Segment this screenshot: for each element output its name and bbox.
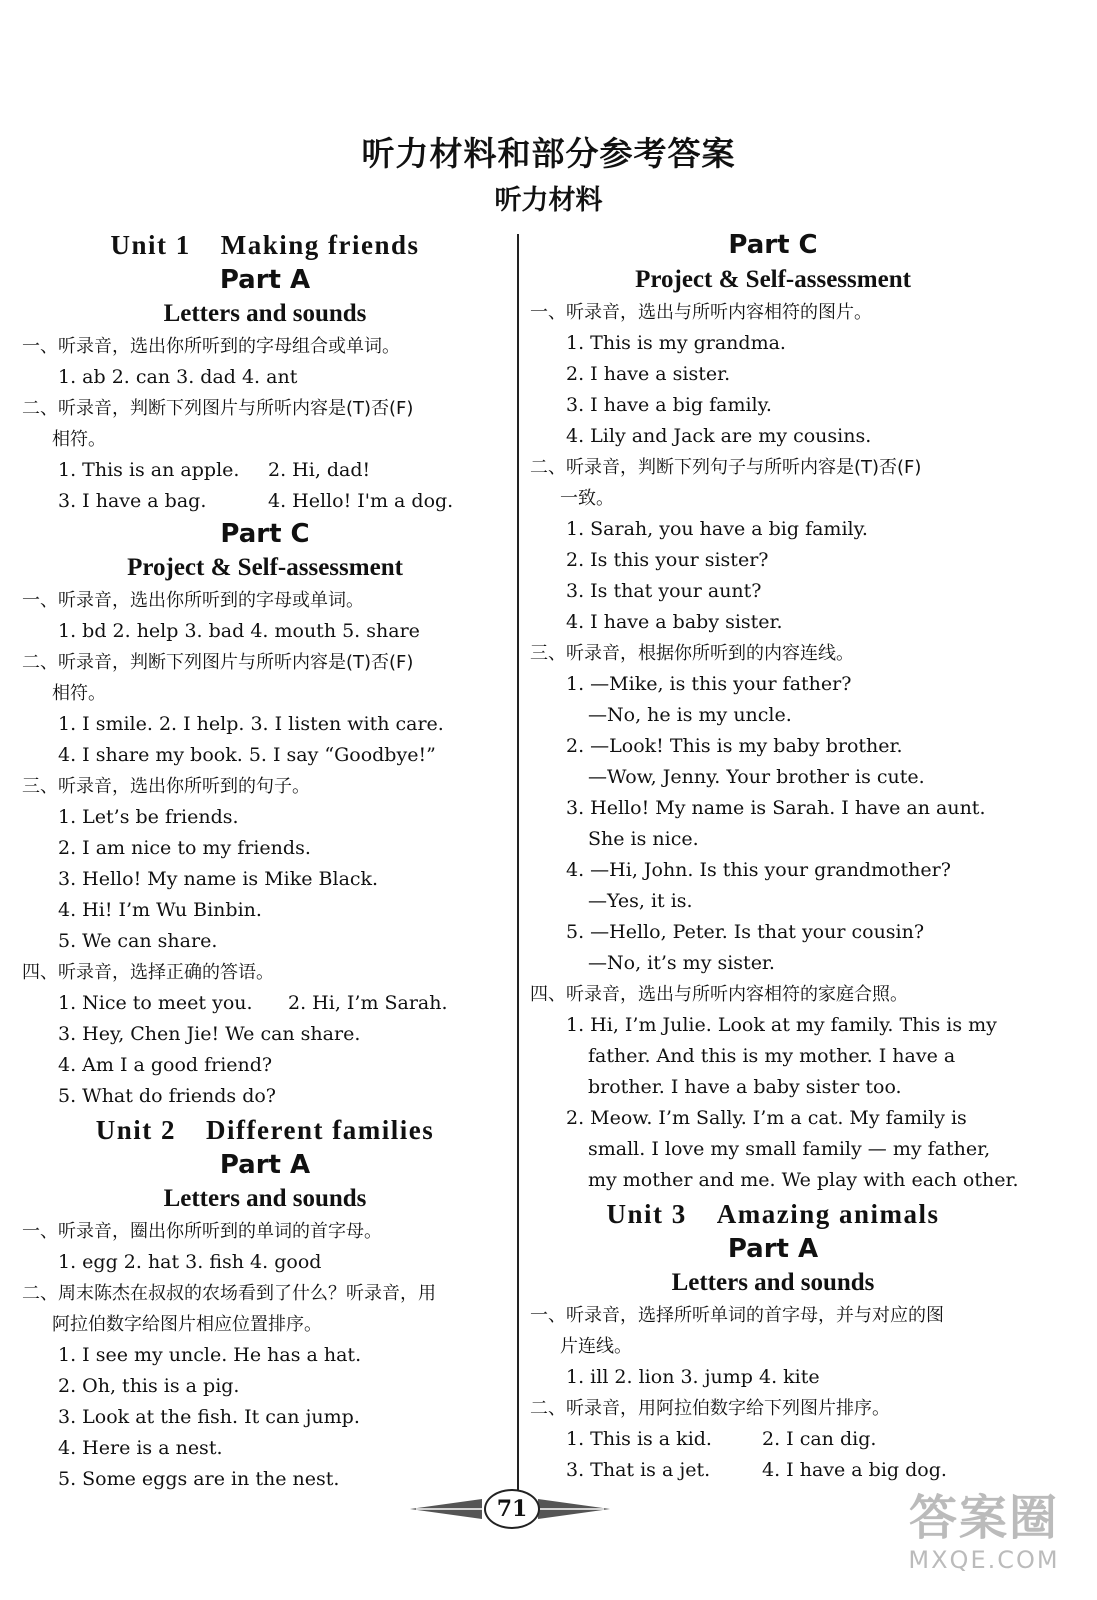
answer-item: 1. Nice to meet you.	[58, 992, 253, 1014]
unit-label: Unit 3	[606, 1199, 687, 1229]
answer-item: 4. Hello! I'm a dog.	[268, 490, 454, 512]
page-subtitle: 听力材料	[494, 185, 603, 216]
unit-2-heading	[22, 1112, 508, 1148]
question-heading: 二、周末陈杰在叔叔的农场看到了什么？听录音，用	[22, 1283, 436, 1304]
answer-item: 4. I have a big dog.	[762, 1459, 947, 1481]
answer-line: 5. We can share.	[58, 930, 218, 952]
answer-line: —No, it’s my sister.	[588, 952, 775, 974]
answer-line	[22, 455, 508, 486]
answer-item: 3. That is a jet.	[566, 1459, 711, 1481]
unit-name: Different families	[206, 1115, 435, 1145]
answer-item: 1. This is a kid.	[566, 1428, 712, 1450]
answer-line: 5. —Hello, Peter. Is that your cousin?	[566, 921, 925, 943]
left-column	[22, 227, 508, 1495]
answer-line: 1. egg 2. hat 3. fish 4. good	[58, 1251, 322, 1273]
part-c-heading: Part C	[220, 519, 310, 549]
page-number-ornament	[410, 1489, 610, 1529]
right-column	[530, 227, 1019, 1486]
answer-line: 5. Some eggs are in the nest.	[58, 1468, 340, 1490]
part-a-heading: Part A	[727, 1234, 819, 1264]
question-heading-cont: 相符。	[52, 429, 106, 450]
answer-line: 2. —Look! This is my baby brother.	[566, 735, 903, 757]
answer-line: 4. I have a baby sister.	[566, 611, 783, 633]
watermark-text: 答案圈	[908, 1490, 1059, 1546]
part-c-heading: Part C	[728, 230, 818, 260]
answer-line: father. And this is my mother. I have a	[588, 1045, 956, 1067]
question-heading-cont: 相符。	[52, 683, 106, 704]
unit-label: Unit 1	[110, 230, 191, 260]
question-heading: 三、听录音，根据你所听到的内容连线。	[530, 643, 854, 664]
answer-line: She is nice.	[588, 828, 699, 850]
unit-name: Making friends	[220, 230, 420, 260]
answer-line	[22, 988, 508, 1019]
answer-line: 1. ill 2. lion 3. jump 4. kite	[566, 1366, 820, 1388]
answer-line: 4. —Hi, John. Is this your grandmother?	[566, 859, 951, 881]
answer-line: 1. This is my grandma.	[566, 332, 786, 354]
dialogue-list	[530, 669, 1016, 979]
question-heading-cont: 阿拉伯数字给图片相应位置排序。	[52, 1314, 322, 1335]
answer-line: 2. Oh, this is a pig.	[58, 1375, 240, 1397]
unit-name: Amazing animals	[716, 1199, 940, 1229]
part-a-heading: Part A	[219, 1150, 311, 1180]
answer-line	[530, 1424, 1016, 1455]
answer-line: 4. I share my book. 5. I say “Goodbye!”	[58, 744, 436, 766]
answer-line: 3. Is that your aunt?	[566, 580, 762, 602]
answer-line: 3. I have a big family.	[566, 394, 772, 416]
answer-line: 5. What do friends do?	[58, 1085, 276, 1107]
unit-label: Unit 2	[95, 1115, 177, 1145]
answer-line	[530, 1455, 1016, 1486]
answer-item: 3. I have a bag.	[58, 490, 207, 512]
answer-line: 1. —Mike, is this your father?	[566, 673, 852, 695]
answer-item: 2. Hi, dad!	[268, 459, 371, 481]
question-heading: 一、听录音，选择所听单词的首字母，并与对应的图	[530, 1305, 944, 1326]
question-heading: 二、听录音，用阿拉伯数字给下列图片排序。	[530, 1398, 890, 1419]
section-heading: Letters and sounds	[163, 1185, 367, 1212]
answer-line: 4. Am I a good friend?	[58, 1054, 273, 1076]
answer-line: —No, he is my uncle.	[588, 704, 792, 726]
answer-item: 2. Hi, I’m Sarah.	[288, 992, 448, 1014]
answer-line: 3. Hey, Chen Jie! We can share.	[58, 1023, 361, 1045]
question-heading: 四、听录音，选出与所听内容相符的家庭合照。	[530, 984, 908, 1005]
question-heading: 二、听录音，判断下列图片与所听内容是(T)否(F)	[22, 398, 414, 419]
answer-item: 1. This is an apple.	[58, 459, 240, 481]
question-heading: 一、听录音，选出与所听内容相符的图片。	[530, 302, 872, 323]
answer-line: —Yes, it is.	[588, 890, 693, 912]
unit-3-heading	[530, 1196, 1016, 1232]
answer-line: 1. ab 2. can 3. dad 4. ant	[58, 366, 298, 388]
section-heading: Letters and sounds	[671, 1269, 875, 1296]
section-heading: Letters and sounds	[163, 300, 367, 327]
answer-line: 4. Hi! I’m Wu Binbin.	[58, 899, 262, 921]
answer-line	[22, 486, 508, 517]
answer-line: 2. I have a sister.	[566, 363, 731, 385]
question-heading: 一、听录音，圈出你所听到的单词的首字母。	[22, 1221, 382, 1242]
question-heading: 三、听录音，选出你所听到的句子。	[22, 776, 310, 797]
answer-line: brother. I have a baby sister too.	[588, 1076, 902, 1098]
answer-line: 1. I smile. 2. I help. 3. I listen with care.	[58, 713, 444, 735]
question-heading: 二、听录音，判断下列句子与所听内容是(T)否(F)	[530, 457, 922, 478]
question-heading: 四、听录音，选择正确的答语。	[22, 962, 274, 983]
question-heading: 二、听录音，判断下列图片与所听内容是(T)否(F)	[22, 652, 414, 673]
answer-line: 1. bd 2. help 3. bad 4. mouth 5. share	[58, 620, 420, 642]
page-number: 71	[484, 1489, 540, 1529]
section-heading: Project & Self-assessment	[127, 554, 403, 581]
answer-line: 1. I see my uncle. He has a hat.	[58, 1344, 362, 1366]
answer-line: 1. Hi, I’m Julie. Look at my family. This is my	[566, 1014, 997, 1036]
answer-line: 2. Meow. I’m Sally. I’m a cat. My family is	[566, 1107, 967, 1129]
answer-item: 2. I can dig.	[762, 1428, 877, 1450]
answer-line: 2. I am nice to my friends.	[58, 837, 311, 859]
question-heading: 一、听录音，选出你所听到的字母或单词。	[22, 590, 364, 611]
answer-line: small. I love my small family — my father,	[588, 1138, 991, 1160]
page-title: 听力材料和部分参考答案	[361, 134, 736, 173]
answer-line: 1. Let’s be friends.	[58, 806, 239, 828]
answer-line: my mother and me. We play with each other.	[588, 1169, 1019, 1191]
question-heading: 一、听录音，选出你所听到的字母组合或单词。	[22, 336, 400, 357]
answer-line: 4. Lily and Jack are my cousins.	[566, 425, 872, 447]
passage-list	[530, 1010, 1019, 1196]
watermark-logo	[889, 1490, 1079, 1580]
answer-line: 3. Look at the fish. It can jump.	[58, 1406, 360, 1428]
unit-1-heading	[22, 227, 508, 263]
column-divider	[517, 234, 519, 1502]
part-a-heading: Part A	[219, 265, 311, 295]
answer-line: 4. Here is a nest.	[58, 1437, 223, 1459]
answer-line: 1. Sarah, you have a big family.	[566, 518, 868, 540]
answer-line: —Wow, Jenny. Your brother is cute.	[588, 766, 925, 788]
answer-line: 3. Hello! My name is Mike Black.	[58, 868, 379, 890]
question-heading-cont: 片连线。	[560, 1336, 632, 1357]
answer-line: 2. Is this your sister?	[566, 549, 769, 571]
watermark-url: MXQE.COM	[908, 1546, 1060, 1574]
answer-line: 3. Hello! My name is Sarah. I have an aunt.	[566, 797, 986, 819]
section-heading: Project & Self-assessment	[635, 266, 911, 293]
question-heading-cont: 一致。	[560, 488, 614, 509]
